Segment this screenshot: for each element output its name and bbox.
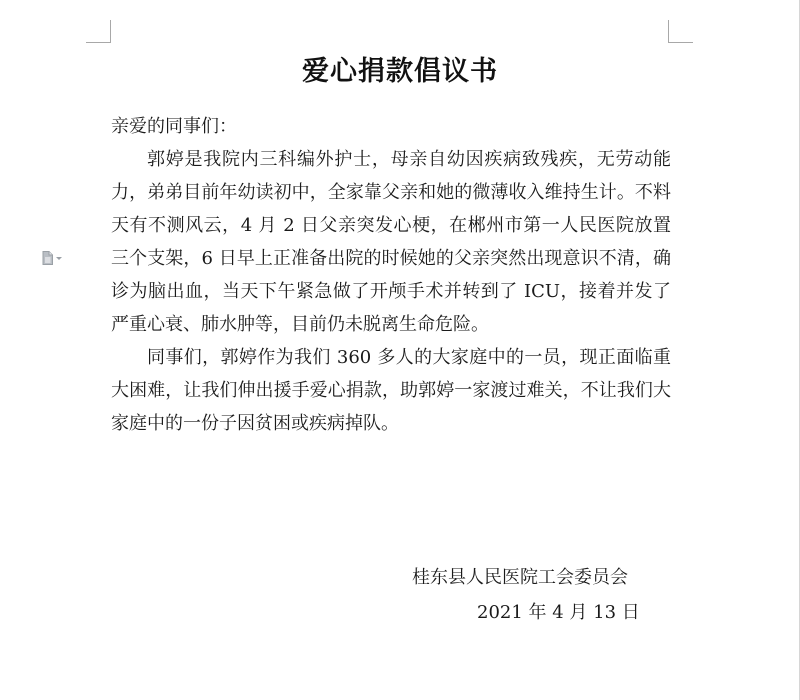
salutation: 亲爱的同事们： [111, 116, 237, 137]
paragraph-tool-button[interactable] [42, 251, 62, 265]
document-title: 爱心捐款倡议书 [302, 56, 498, 87]
signature-date: 2021 年 4 月 13 日 [477, 602, 640, 623]
chevron-down-icon [56, 257, 62, 260]
body-paragraph-1: 郭婷是我院内三科编外护士，母亲自幼因疾病致残疾，无劳动能力，弟弟目前年幼读初中，全家靠父亲和她的微薄收入维持生计。不料天有不测风云，4 月 2 日父亲突发心梗，在郴州市第一人民医院放置三个支架，6 日早上正准备出院的时候她的父亲突然出现意识不清，确诊为脑出血，当天下午紧急做了开颅手术并转到了 ICU，接着并发了严重心衰、肺水肿等，目前仍未脱离生命危险。 [111, 149, 671, 335]
page-margin-mark-top-left [86, 20, 111, 43]
body-paragraph-2: 同事们，郭婷作为我们 360 多人的大家庭中的一员，现正面临重大困难，让我们伸出援手爱心捐款，助郭婷一家渡过难关，不让我们大家庭中的一份子因贫困或疾病掉队。 [111, 347, 671, 434]
document-body [111, 110, 671, 440]
document-icon [42, 251, 53, 265]
signature-organization: 桂东县人民医院工会委员会 [412, 567, 628, 588]
page-margin-mark-top-right [668, 20, 693, 43]
